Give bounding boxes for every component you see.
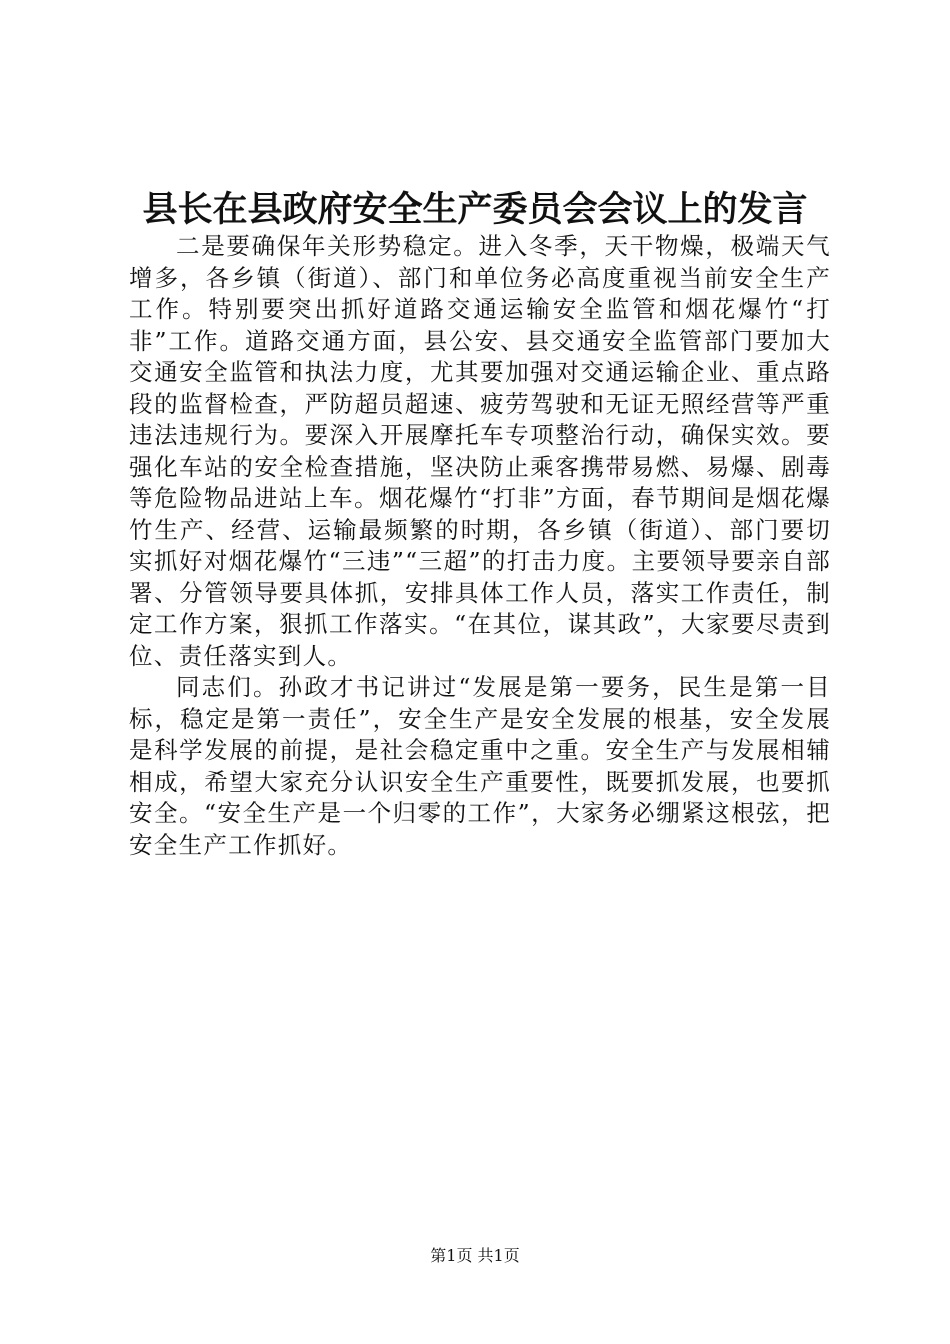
paragraph-2: 同志们。孙政才书记讲过“发展是第一要务，民生是第一目标，稳定是第一责任”，安全生产是安全发展的根基，安全发展是科学发展的前提，是社会稳定重中之重。安全生产与发展相辅相成，希望大家充分认识安全生产重要性，既要抓发展，也要抓安全。“安全生产是一个归零的工作”，大家务必绷紧这根弦，把安全生产工作抓好。 [129, 673, 831, 859]
paragraph-1: 二是要确保年关形势稳定。进入冬季，天干物燥，极端天气增多，各乡镇（街道）、部门和单位务必高度重视当前安全生产工作。特别要突出抓好道路交通运输安全监管和烟花爆竹“打非”工作。道路交通方面，县公安、县交通安全监管部门要加大交通安全监管和执法力度，尤其要加强对交通运输企业、重点路段的监督检查，严防超员超速、疲劳驾驶和无证无照经营等严重违法违规行为。要深入开展摩托车专项整治行动，确保实效。要强化车站的安全检查措施，坚决防止乘客携带易燃、易爆、剧毒等危险物品进站上车。烟花爆竹“打非”方面，春节期间是烟花爆竹生产、经营、运输最频繁的时期，各乡镇（街道）、部门要切实抓好对烟花爆竹“三违”“三超”的打击力度。主要领导要亲自部署、分管领导要具体抓，安排具体工作人员，落实工作责任，制定工作方案，狠抓工作落实。“在其位，谋其政”，大家要尽责到位、责任落实到人。 [129, 232, 831, 670]
page-number-footer: 第1页 共1页 [430, 1246, 520, 1265]
document-body [129, 231, 831, 861]
document-title: 县长在县政府安全生产委员会会议上的发言 [142, 189, 808, 230]
